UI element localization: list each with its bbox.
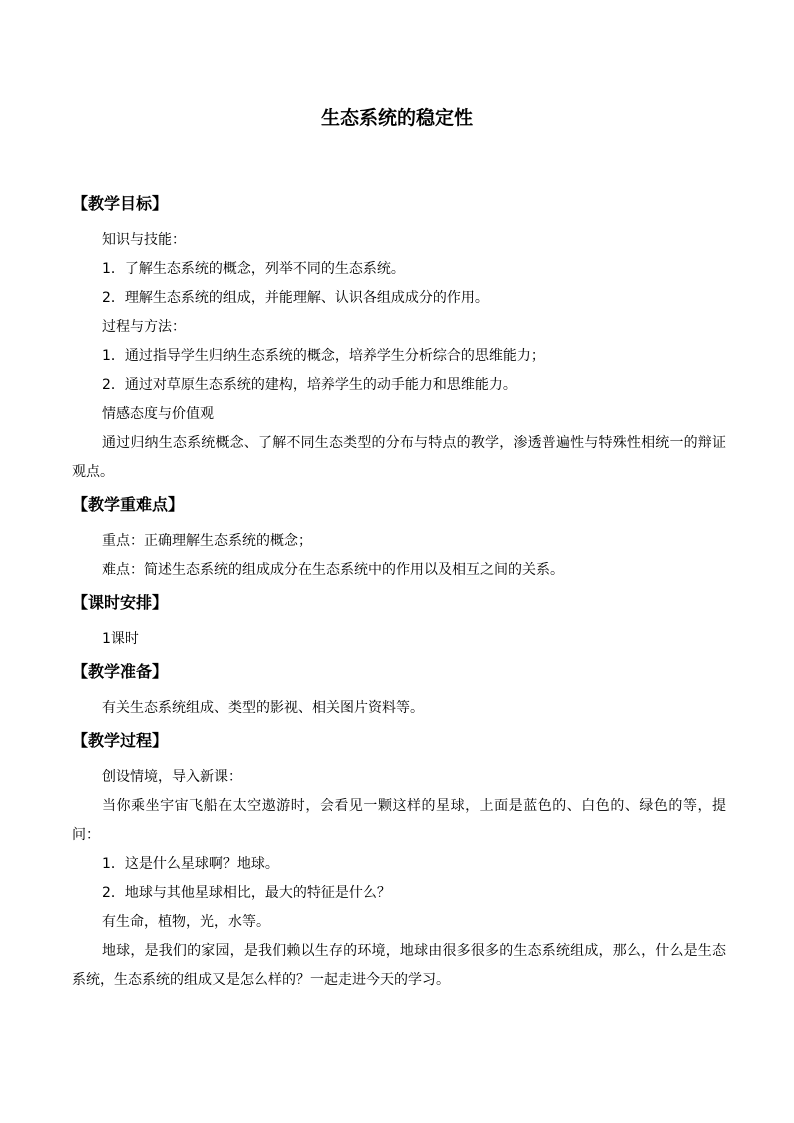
document-body (72, 186, 726, 997)
paragraph: 情感态度与价值观 (102, 406, 214, 422)
section-preparation (72, 660, 726, 723)
paragraph: 难点：简述生态系统的组成成分在生态系统中的作用以及相互之间的关系。 (102, 562, 564, 578)
paragraph: 2．通过对草原生态系统的建构，培养学生的动手能力和思维能力。 (102, 377, 517, 393)
section-teaching-goals (72, 192, 726, 487)
section-key-points (72, 493, 726, 585)
paragraph: 重点：正确理解生态系统的概念； (102, 533, 312, 549)
paragraph: 1．通过指导学生归纳生态系统的概念，培养学生分析综合的思维能力； (102, 348, 545, 364)
paragraph: 知识与技能： (102, 232, 186, 248)
paragraph: 2．地球与其他星球相比，最大的特征是什么？ (102, 885, 391, 901)
paragraph: 地球，是我们的家园，是我们赖以生存的环境，地球由很多很多的生态系统组成，那么，什么是生态系统，生态系统的组成又是怎么样的？一起走进今天的学习。 (72, 943, 726, 988)
paragraph: 有生命，植物，光，水等。 (102, 914, 270, 930)
paragraph: 当你乘坐宇宙飞船在太空遨游时，会看见一颗这样的星球，上面是蓝色的、白色的、绿色的等，提问： (72, 798, 726, 843)
section-heading: 【教学准备】 (72, 662, 169, 681)
paragraph: 通过归纳生态系统概念、了解不同生态类型的分布与特点的教学，渗透普遍性与特殊性相统一的辩证观点。 (72, 435, 726, 480)
section-heading: 【教学过程】 (72, 731, 169, 750)
document-title: 生态系统的稳定性 (320, 107, 473, 129)
section-heading: 【课时安排】 (72, 593, 169, 612)
paragraph: 过程与方法： (102, 319, 186, 335)
paragraph: 2．理解生态系统的组成，并能理解、认识各组成成分的作用。 (102, 290, 489, 306)
paragraph: 1课时 (102, 631, 139, 647)
section-schedule (72, 591, 726, 654)
paragraph: 创设情境，导入新课： (102, 769, 242, 785)
section-heading: 【教学重难点】 (72, 495, 185, 514)
paragraph: 有关生态系统组成、类型的影视、相关图片资料等。 (102, 700, 424, 716)
paragraph: 1．了解生态系统的概念，列举不同的生态系统。 (102, 261, 405, 277)
section-heading: 【教学目标】 (72, 194, 169, 213)
paragraph: 1．这是什么星球啊？地球。 (102, 856, 279, 872)
section-process (72, 729, 726, 995)
